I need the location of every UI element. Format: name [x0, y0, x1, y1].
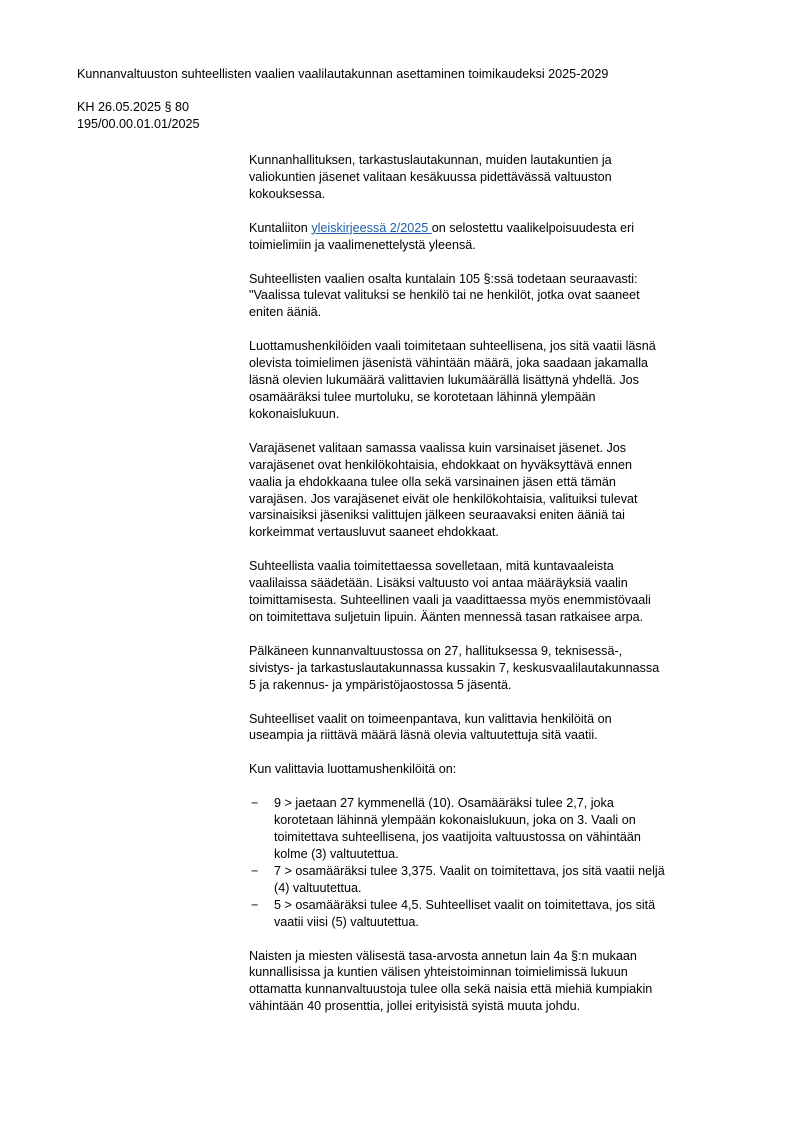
paragraph-line: "Vaalissa tulevat valituksi se henkilö tai ne henkilöt, jotka ovat saaneet: [249, 288, 640, 303]
meeting-meta: [77, 99, 377, 133]
paragraph-line: olevista toimielimen jäsenistä vähintään määrä, joka saadaan jakamalla: [249, 356, 649, 371]
paragraph-9: [249, 761, 741, 778]
paragraph-line: vaalia ja ehdokkaana tulee olla sekä varsinainen jäsen että tämän: [249, 474, 616, 489]
paragraph-line: korkeimmat vertausluvut saaneet ehdokkaat.: [249, 525, 499, 540]
paragraph-line: Suhteelliset vaalit on toimeenpantava, kun valittavia henkilöitä on: [249, 711, 612, 726]
record-number: 195/00.00.01.01/2025: [77, 116, 200, 131]
list-item-line: kolme (3) valtuutettua.: [274, 847, 399, 861]
link-trail-text: on selostettu vaalikelpoisuudesta eri: [431, 220, 635, 235]
paragraph-line-with-link: [249, 220, 741, 237]
paragraph-3: [249, 271, 741, 322]
paragraph-line: varsinaisiksi jäseniksi valittujen jälkeen seuraavaksi eniten ääniä tai: [249, 508, 625, 523]
dash-bullet-icon: −: [251, 897, 259, 912]
paragraph-4: [249, 338, 741, 423]
paragraph-line: Kunnanhallituksen, tarkastuslautakunnan, muiden lautakuntien ja: [249, 153, 612, 167]
link-lead-text: Kuntaliiton: [249, 220, 312, 235]
paragraph-line: Suhteellisten vaalien osalta kuntalain 105 §:ssä todetaan seuraavasti:: [249, 271, 638, 286]
paragraph-line: Luottamushenkilöiden vaali toimitetaan suhteellisena, jos sitä vaatii läsnä: [249, 339, 656, 354]
list-item: [249, 795, 741, 863]
paragraph-line: on toimitettava suljetuin lipuin. Äänten mennessä tasan ratkaisee arpa.: [249, 609, 644, 624]
paragraph-line: varajäsen. Jos varajäsenet eivät ole henkilökohtaisia, valituiksi tulevat: [249, 491, 638, 506]
paragraph-line: useampia ja riittävä määrä läsnä olevia valtuutettuja sitä vaatii.: [249, 728, 598, 743]
paragraph-line: vähintään 40 prosenttia, jollei erityisistä syistä muuta johdu.: [249, 999, 581, 1014]
list-item: [249, 863, 741, 897]
paragraph-line: Pälkäneen kunnanvaltuustossa on 27, hallituksessa 9, teknisessä-,: [249, 643, 623, 658]
list-item-line: 7 > osamääräksi tulee 3,375. Vaalit on toimitettava, jos sitä vaatii neljä: [274, 863, 665, 878]
paragraph-line: Suhteellista vaalia toimitettaessa sovelletaan, mitä kuntavaaleista: [249, 559, 614, 574]
paragraph-line: eniten ääniä.: [249, 305, 322, 320]
document-body: [249, 152, 741, 1032]
paragraph-line: kokonaislukuun.: [249, 406, 340, 421]
list-item-line: 9 > jaetaan 27 kymmenellä (10). Osamääräksi tulee 2,7, joka: [274, 796, 614, 811]
circular-letter-link[interactable]: yleiskirjeessä 2/2025: [311, 220, 432, 235]
paragraph-line: vaalilaissa säädetään. Lisäksi valtuusto voi antaa määräyksiä vaalin: [249, 576, 628, 591]
dash-bullet-icon: −: [251, 863, 259, 878]
paragraph-line: Varajäsenet valitaan samassa vaalissa kuin varsinaiset jäsenet. Jos: [249, 440, 627, 455]
quota-list: [249, 795, 741, 930]
paragraph-line: kunnallisissa ja kuntien välisen yhteistoiminnan toimielimissä lukuun: [249, 965, 628, 980]
list-item-line: 5 > osamääräksi tulee 4,5. Suhteelliset vaalit on toimitettava, jos sitä: [274, 897, 656, 912]
paragraph-line: kokouksessa.: [249, 186, 326, 201]
paragraph-line: toimielimiin ja vaalimenettelystä yleensä.: [249, 237, 476, 252]
paragraph-1: [249, 152, 741, 203]
paragraph-8: [249, 711, 741, 745]
paragraph-line: Kun valittavia luottamushenkilöitä on:: [249, 762, 457, 777]
paragraph-line: osamääräksi tulee murtoluku, se korotetaan lähinnä ylempään: [249, 389, 596, 404]
list-item-line: korotetaan lähinnä ylempään kokonaislukuun, joka on 3. Vaali on: [274, 813, 636, 828]
paragraph-7: [249, 643, 741, 694]
paragraph-5: [249, 440, 741, 541]
list-item: [249, 897, 741, 931]
list-item-line: (4) valtuutettua.: [274, 880, 362, 895]
paragraph-2: [249, 220, 741, 254]
dash-bullet-icon: −: [251, 796, 259, 811]
paragraph-line: Naisten ja miesten välisestä tasa-arvosta annetun lain 4a §:n mukaan: [249, 948, 637, 963]
paragraph-line: toimittamisesta. Suhteellinen vaali ja vaadittaessa myös enemmistövaali: [249, 593, 651, 608]
paragraph-line: läsnä olevien lukumäärä valittavien lukumäärällä lisättynä yhdellä. Jos: [249, 373, 639, 388]
meeting-reference: KH 26.05.2025 § 80: [77, 100, 190, 114]
paragraph-line: valiokuntien jäsenet valitaan kesäkuussa pidettävässä valtuuston: [249, 169, 612, 184]
list-item-line: vaatii viisi (5) valtuutettua.: [274, 914, 419, 929]
document-title: Kunnanvaltuuston suhteellisten vaalien vaalilautakunnan asettaminen toimikaudeksi 2025-2029: [77, 67, 609, 81]
paragraph-line: ottamatta kunnanvaltuustoja tulee olla sekä naisia että miehiä kumpiakin: [249, 982, 653, 997]
paragraph-6: [249, 558, 741, 626]
closing-paragraph: [249, 948, 741, 1016]
paragraph-line: 5 ja rakennus- ja ympäristöjaostossa 5 jäsentä.: [249, 677, 512, 692]
paragraph-line: sivistys- ja tarkastuslautakunnassa kussakin 7, keskusvaalilautakunnassa: [249, 660, 660, 675]
paragraph-line: varajäsenet ovat henkilökohtaisia, ehdokkaat on hyväksyttävä ennen: [249, 457, 632, 472]
list-item-line: toimitettava suhteellisena, jos vaatijoita valtuustossa on vähintään: [274, 830, 641, 845]
